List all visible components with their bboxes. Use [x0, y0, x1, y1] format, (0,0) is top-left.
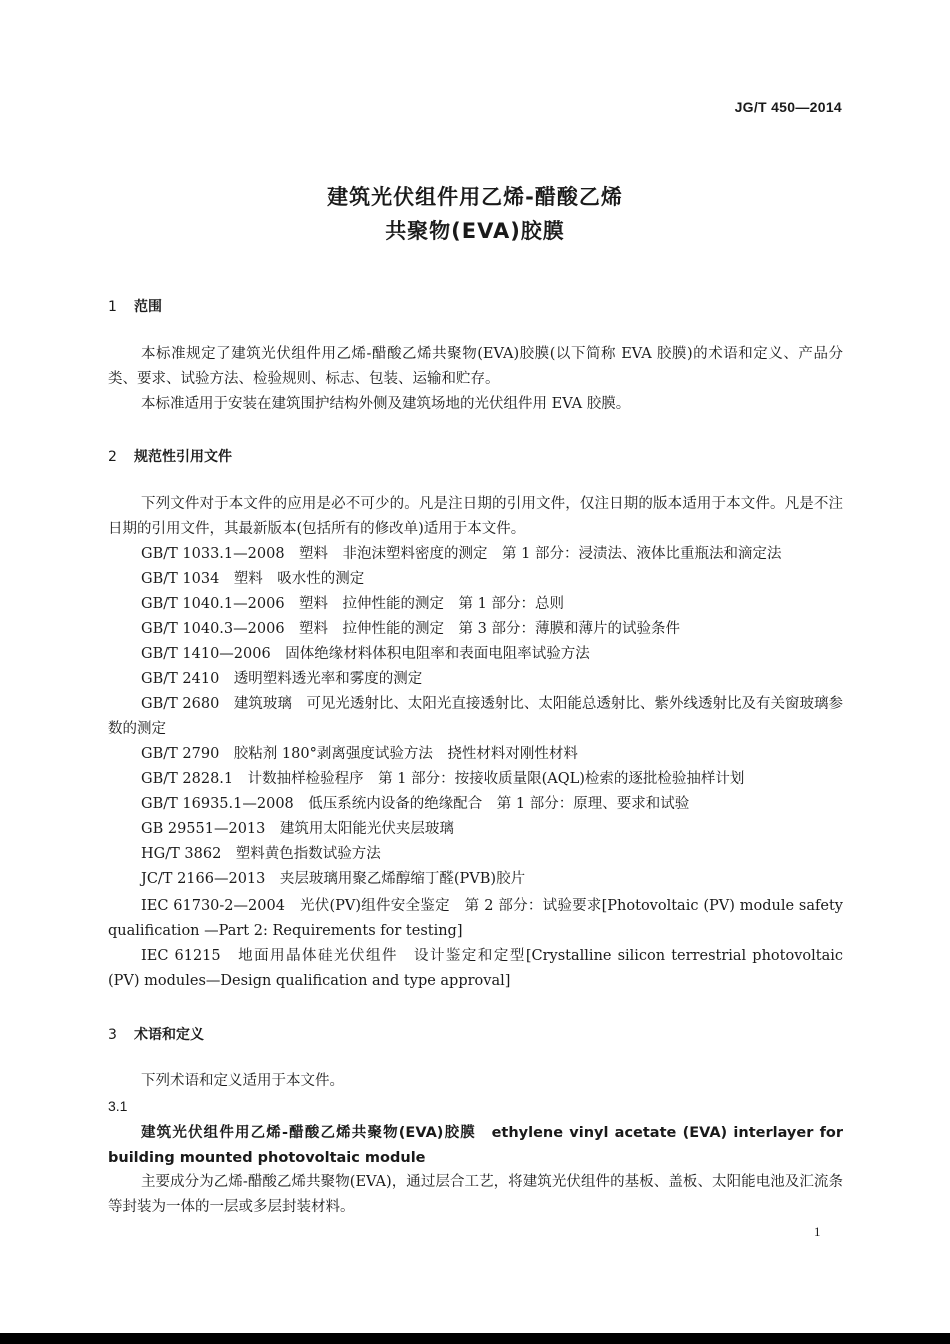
section-2-heading — [108, 446, 232, 466]
section-title: 范围 — [134, 299, 162, 315]
section-number: 2 — [108, 449, 117, 465]
reference-item: HG/T 3862 塑料黄色指数试验方法 — [141, 846, 381, 862]
reference-item: GB/T 16935.1—2008 低压系统内设备的绝缘配合 第 1 部分：原理、要求和试验 — [141, 796, 690, 812]
term-number: 3.1 — [108, 1098, 128, 1114]
reference-item: GB/T 2828.1 计数抽样检验程序 第 1 部分：按接收质量限(AQL)检索的逐批检验抽样计划 — [141, 771, 745, 787]
section-3-heading — [108, 1024, 204, 1044]
reference-item: GB/T 2680 建筑玻璃 可见光透射比、太阳光直接透射比、太阳能总透射比、紫外线透射比及有关窗玻璃参数的测定 — [108, 696, 843, 737]
term-title: 建筑光伏组件用乙烯-醋酸乙烯共聚物(EVA)胶膜 ethylene vinyl acetate (EVA) interlayer for building mounted photovoltaic module — [108, 1125, 843, 1166]
section-2-intro: 下列文件对于本文件的应用是必不可少的。凡是注日期的引用文件，仅注日期的版本适用于本文件。凡是不注日期的引用文件，其最新版本(包括所有的修改单)适用于本文件。 — [108, 496, 843, 537]
section-1-paragraph: 本标准适用于安装在建筑围护结构外侧及建筑场地的光伏组件用 EVA 胶膜。 — [141, 396, 631, 412]
reference-item: GB/T 1034 塑料 吸水性的测定 — [141, 571, 365, 587]
section-1-paragraph: 本标准规定了建筑光伏组件用乙烯-醋酸乙烯共聚物(EVA)胶膜(以下简称 EVA 胶膜)的术语和定义、产品分类、要求、试验方法、检验规则、标志、包装、运输和贮存。 — [108, 346, 843, 387]
document-title-line-2: 共聚物(EVA)胶膜 — [385, 219, 565, 243]
document-title-line-1: 建筑光伏组件用乙烯-醋酸乙烯 — [327, 185, 623, 209]
reference-item: GB/T 1040.1—2006 塑料 拉伸性能的测定 第 1 部分：总则 — [141, 596, 564, 612]
reference-item: JC/T 2166—2013 夹层玻璃用聚乙烯醇缩丁醛(PVB)胶片 — [141, 871, 526, 887]
reference-item: GB/T 1410—2006 固体绝缘材料体积电阻率和表面电阻率试验方法 — [141, 646, 590, 662]
reference-item: GB/T 2410 透明塑料透光率和雾度的测定 — [141, 671, 423, 687]
standard-code: JG/T 450—2014 — [734, 99, 842, 115]
page-number: 1 — [814, 1224, 821, 1239]
reference-item: GB/T 1033.1—2008 塑料 非泡沫塑料密度的测定 第 1 部分：浸渍法、液体比重瓶法和滴定法 — [141, 546, 782, 562]
reference-item: IEC 61730-2—2004 光伏(PV)组件安全鉴定 第 2 部分：试验要求[Photovoltaic (PV) module safety qualification —Part 2: Requirements for testing] — [108, 898, 843, 939]
reference-item: IEC 61215 地面用晶体硅光伏组件 设计鉴定和定型[Crystalline silicon terrestrial photovoltaic (PV) modules—Design qualification and type approval] — [108, 948, 843, 989]
section-3-intro: 下列术语和定义适用于本文件。 — [141, 1073, 344, 1089]
section-title: 术语和定义 — [134, 1027, 204, 1043]
footer-bar — [0, 1333, 950, 1344]
section-number: 1 — [108, 299, 117, 315]
reference-item: GB/T 1040.3—2006 塑料 拉伸性能的测定 第 3 部分：薄膜和薄片的试验条件 — [141, 621, 680, 637]
section-number: 3 — [108, 1027, 117, 1043]
section-title: 规范性引用文件 — [134, 449, 232, 465]
section-1-heading — [108, 296, 162, 316]
term-definition: 主要成分为乙烯-醋酸乙烯共聚物(EVA)，通过层合工艺，将建筑光伏组件的基板、盖板、太阳能电池及汇流条等封装为一体的一层或多层封装材料。 — [108, 1174, 843, 1215]
reference-item: GB 29551—2013 建筑用太阳能光伏夹层玻璃 — [141, 821, 454, 837]
reference-item: GB/T 2790 胶粘剂 180°剥离强度试验方法 挠性材料对刚性材料 — [141, 746, 578, 762]
